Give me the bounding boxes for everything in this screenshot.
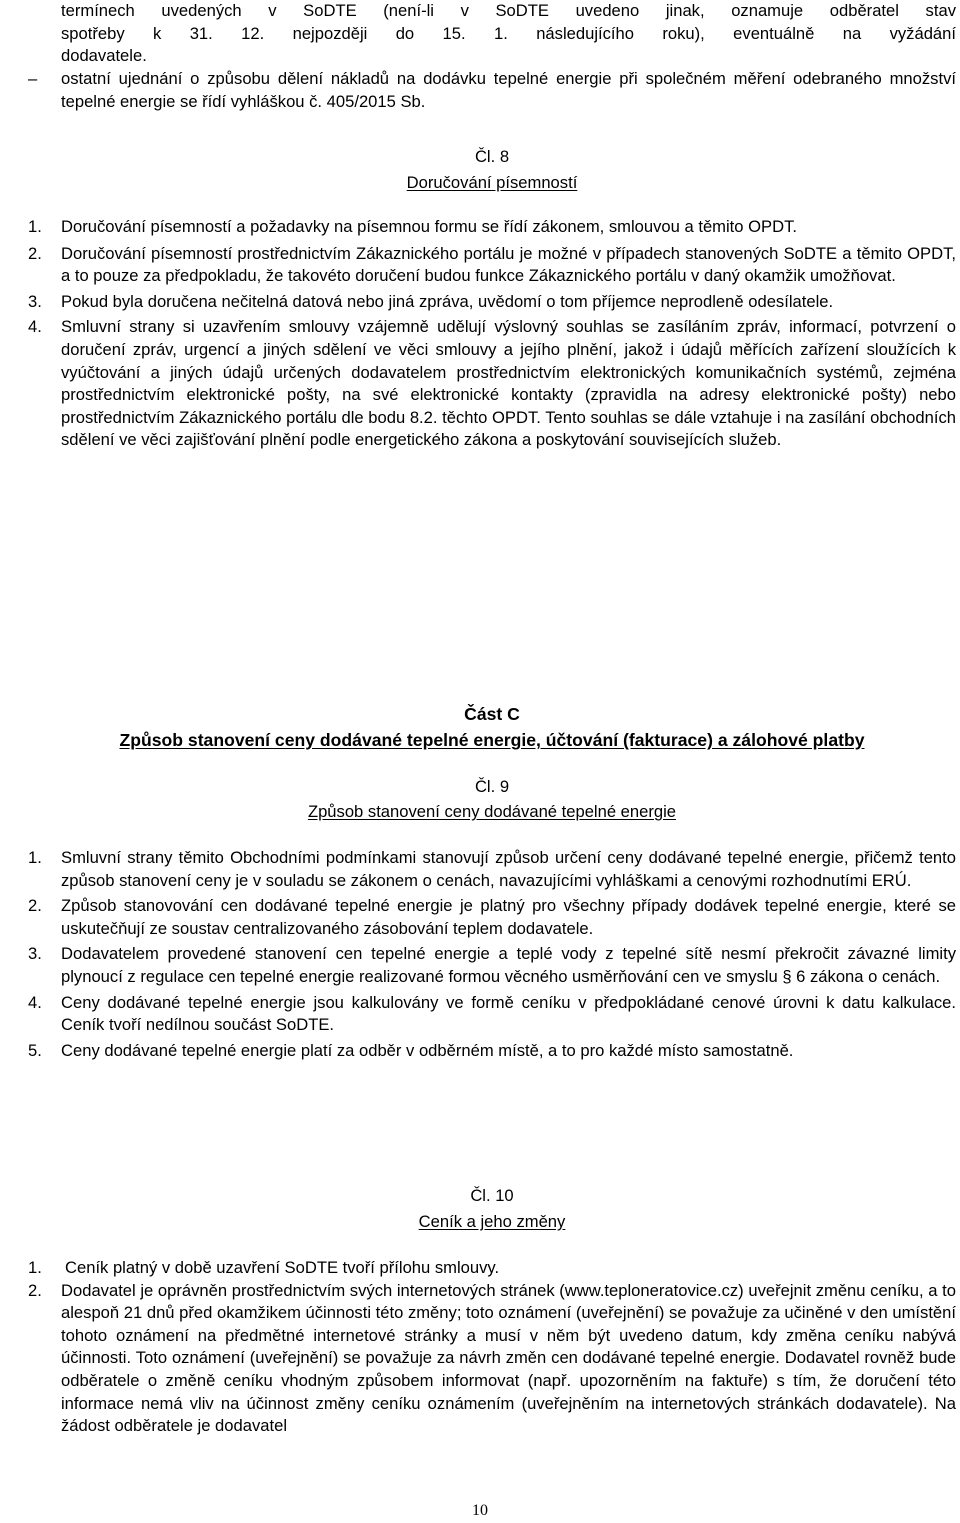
- item-text: Doručování písemností prostřednictvím Zákaznického portálu je možné v případech stanovených SoDTE a těmito OPDT, a to pouze za předpokladu, že takovéto doručení budou funkce Zákaznického portálu v daný okamžik umožňovat.: [61, 243, 956, 286]
- article-9-title: Způsob stanovení ceny dodávané tepelné energie: [307, 802, 677, 821]
- article-8-title-wrap: [28, 172, 956, 195]
- list-item: [28, 316, 956, 452]
- part-c-title-wrap: [28, 729, 956, 752]
- list-item: [28, 847, 956, 892]
- item-number: 2.: [28, 896, 42, 916]
- item-number: 4.: [28, 992, 42, 1012]
- item-text: Způsob stanovování cen dodávané tepelné energie je platný pro všechny případy dodávek tepelné energie, které se uskutečňují ze soustav centralizovaného zásobování teplem dodavatele.: [61, 896, 956, 938]
- dash-bullet: –: [28, 69, 38, 88]
- article-8-title: Doručování písemností: [406, 173, 578, 192]
- item-text: Doručování písemností a požadavky na písemnou formu se řídí zákonem, smlouvou a těmito OPDT.: [61, 217, 797, 236]
- continuation-line-1: termínech uvedených v SoDTE (není-li v SoDTE uvedeno jinak, oznamuje odběratel stav: [61, 1, 956, 20]
- list-item: [28, 1257, 956, 1280]
- list-item: [28, 243, 956, 288]
- dash-list-item: [28, 68, 956, 113]
- item-number: 5.: [28, 1040, 42, 1060]
- article-10-list: [28, 1257, 956, 1438]
- list-item: [28, 992, 956, 1037]
- list-item: [28, 895, 956, 940]
- item-text: Ceny dodávané tepelné energie platí za odběr v odběrném místě, a to pro každé místo samostatně.: [61, 1040, 794, 1060]
- article-9-title-wrap: [28, 801, 956, 824]
- article-10-heading: Čl. 10: [470, 1186, 514, 1205]
- list-item: [28, 943, 956, 988]
- item-number: 2.: [28, 243, 42, 263]
- part-c-title: Způsob stanovení ceny dodávané tepelné energie, účtování (fakturace) a zálohové platby: [119, 730, 865, 750]
- continuation-line-3: dodavatele.: [61, 46, 147, 66]
- item-text: Ceny dodávané tepelné energie jsou kalkulovány ve formě ceníku v předpokládané cenové úrovni k datu kalkulace. Ceník tvoří nedílnou součást SoDTE.: [61, 992, 956, 1035]
- item-number: 1.: [28, 217, 42, 236]
- item-text: Smluvní strany si uzavřením smlouvy vzájemně udělují výslovný souhlas se zasíláním zpráv, informací, potvrzení o doručení zpráv, urgencí a jiných sdělení ve věci smlouvy a jejího plnění, jakož i údajů měřících zařízení sloužících k vyúčtování a jiných údajů určených dodavatelem prostřednictvím elektronických komunikačních systémů, zejména prostřednictvím elektronické pošty, na své elektronické kontakty (zpravidla na adresy elektronické pošty) nebo prostřednictvím Zákaznického portálu dle bodu 8.2. těchto OPDT. Tento souhlas se dále vztahuje i na zasílání obchodních sdělení ve věci zajišťování plnění podle energetického zákona a poskytování souvisejících služeb.: [61, 317, 956, 450]
- item-number: 3.: [28, 291, 42, 311]
- list-item: [28, 1280, 956, 1438]
- article-9-heading: Čl. 9: [474, 777, 510, 796]
- list-item: [28, 1040, 956, 1063]
- continuation-paragraph: [28, 0, 956, 68]
- item-text: Pokud byla doručena nečitelná datová nebo jiná zpráva, uvědomí o tom příjemce neprodleně odesílatele.: [61, 291, 834, 311]
- item-number: 2.: [28, 1280, 42, 1300]
- list-item: [28, 291, 956, 314]
- list-item: [28, 216, 956, 239]
- article-8-heading: Čl. 8: [474, 147, 510, 166]
- item-number: 1.: [28, 1258, 42, 1277]
- item-number: 4.: [28, 317, 42, 337]
- item-text: Dodavatel je oprávněn prostřednictvím svých internetových stránek (www.teploneratovice.cz) uveřejnit změnu ceníku, a to alespoň 21 dnů před okamžikem účinnosti této změny; toto oznámení (uveřejnění) se považuje za učiněné v den umístění tohoto oznámení na předmětné internetové stránky a musí v něm být uvedeno datum, kdy změna ceníku nabývá účinnosti. Toto oznámení (uveřejnění) se považuje za návrh změn cen dodávané tepelné energie. Dodavatel rovněž bude odběratele o změně ceníku vhodným způsobem informovat (např. upozorněním na faktuře) s tím, že doručení této informace nemá vliv na účinnost změny ceníku oznámením (uveřejněním na internetových stránkách dodavatele). Na žádost odběratele je dodavatel: [61, 1280, 956, 1436]
- article-9-list: [28, 847, 956, 1062]
- part-c-heading: Část C: [464, 704, 520, 724]
- item-number: 1.: [28, 848, 42, 867]
- item-number: 3.: [28, 944, 42, 964]
- article-10-title: Ceník a jeho změny: [418, 1212, 566, 1231]
- page-number: 10: [472, 1502, 488, 1519]
- dash-item-text: ostatní ujednání o způsobu dělení nákladů na dodávku tepelné energie při společném měření odebraného množství tepelné energie se řídí vyhláškou č. 405/2015 Sb.: [61, 69, 956, 111]
- article-10-title-wrap: [28, 1211, 956, 1234]
- item-text: Ceník platný v době uzavření SoDTE tvoří přílohu smlouvy.: [65, 1258, 500, 1277]
- continuation-line-2: spotřeby k 31. 12. nejpozději do 15. 1. následujícího roku), eventuálně na vyžádání: [61, 23, 956, 43]
- item-text: Dodavatelem provedené stanovení cen tepelné energie a teplé vody z tepelné sítě nesmí překročit závazné limity plynoucí z regulace cen tepelné energie realizované formou věcného usměrňování cen ve smyslu § 6 zákona o cenách.: [61, 944, 956, 986]
- item-text: Smluvní strany těmito Obchodními podmínkami stanovují způsob určení ceny dodávané tepelné energie, přičemž tento způsob stanovení ceny je v souladu se zákonem o cenách, navazujícími vyhláškami a cenovými rozhodnutími ERÚ.: [61, 848, 956, 890]
- article-8-list: [28, 216, 956, 452]
